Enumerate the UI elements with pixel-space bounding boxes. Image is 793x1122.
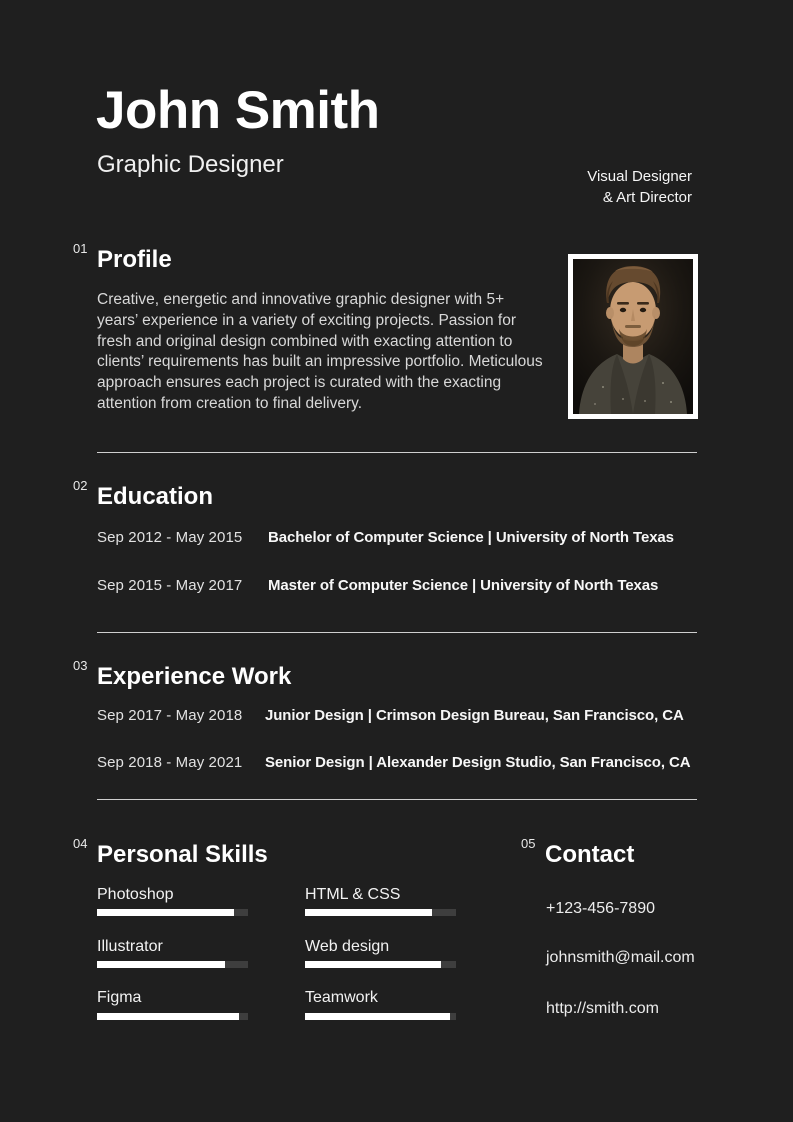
skill-bar-web-design <box>305 961 456 968</box>
section-divider <box>97 452 697 453</box>
page-title: John Smith <box>96 81 380 140</box>
section-number-contact: 05 <box>521 836 536 851</box>
skill-bar-fill <box>305 961 441 968</box>
experience-role: Junior Design | Crimson Design Bureau, San Francisco, CA <box>265 707 684 724</box>
skill-label-web-design: Web design <box>305 938 390 955</box>
section-title-skills: Personal Skills <box>97 841 268 868</box>
experience-role: Senior Design | Alexander Design Studio, San Francisco, CA <box>265 754 691 771</box>
section-divider <box>97 632 697 633</box>
education-degree: Master of Computer Science | University of North Texas <box>268 577 659 594</box>
contact-phone: +123-456-7890 <box>546 900 655 917</box>
portrait-illustration <box>573 259 693 414</box>
education-date: Sep 2015 - May 2017 <box>97 577 243 594</box>
profile-photo <box>568 254 698 419</box>
skill-bar-fill <box>97 909 234 916</box>
experience-date: Sep 2018 - May 2021 <box>97 754 243 771</box>
job-title: Graphic Designer <box>97 151 284 178</box>
tagline <box>587 166 692 208</box>
skill-bar-figma <box>97 1013 248 1020</box>
section-title-contact: Contact <box>545 841 635 868</box>
skill-label-teamwork: Teamwork <box>305 989 378 1006</box>
skill-label-illustrator: Illustrator <box>97 938 163 955</box>
skill-bar-photoshop <box>97 909 248 916</box>
education-degree: Bachelor of Computer Science | University of North Texas <box>268 529 674 546</box>
contact-website: http://smith.com <box>546 1000 659 1017</box>
skill-label-photoshop: Photoshop <box>97 886 174 903</box>
section-number-skills: 04 <box>73 836 88 851</box>
skill-bar-fill <box>97 1013 239 1020</box>
section-number-experience: 03 <box>73 658 88 673</box>
skill-bar-fill <box>305 1013 450 1020</box>
skill-bar-html-css <box>305 909 456 916</box>
section-title-profile: Profile <box>97 246 172 273</box>
skill-bar-illustrator <box>97 961 248 968</box>
section-number-education: 02 <box>73 478 88 493</box>
profile-summary: Creative, energetic and innovative graphic designer with 5+ years’ experience in a variety of exciting projects. Passion for fresh and original design combined with exacting attention to clients’ requirements has built an impressive portfolio. Meticulous approach ensures each project is curated with the exacting attention from creation to final delivery. <box>97 291 543 412</box>
skill-label-figma: Figma <box>97 989 142 1006</box>
education-date: Sep 2012 - May 2015 <box>97 529 243 546</box>
skill-bar-fill <box>97 961 225 968</box>
tagline-line-1: Visual Designer <box>587 168 692 185</box>
section-title-education: Education <box>97 483 214 510</box>
skill-bar-fill <box>305 909 432 916</box>
skill-label-html-css: HTML & CSS <box>305 886 401 903</box>
contact-email: johnsmith@mail.com <box>546 949 695 966</box>
section-divider <box>97 799 697 800</box>
tagline-line-2: & Art Director <box>602 189 692 206</box>
section-number-profile: 01 <box>73 241 88 256</box>
section-title-experience: Experience Work <box>97 663 292 690</box>
skill-bar-teamwork <box>305 1013 456 1020</box>
experience-date: Sep 2017 - May 2018 <box>97 707 243 724</box>
